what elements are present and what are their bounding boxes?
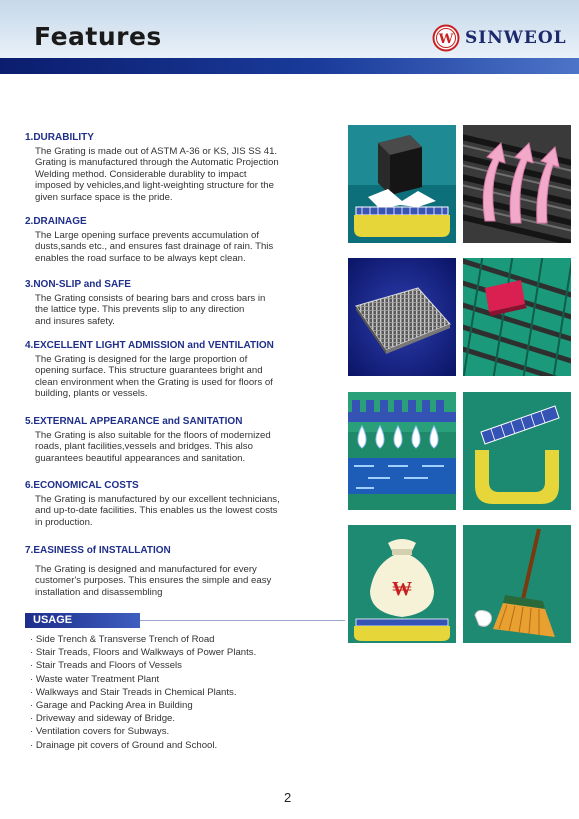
sinweol-logo-icon [432, 24, 460, 52]
usage-item: · Stair Treads, Floors and Walkways of Power Plants. [30, 647, 257, 659]
usage-list [30, 633, 256, 752]
feature-body: The Grating is made out of ASTM A-36 or KS, JIS SS 41. Grating is manufactured through the Automatic Projection Welding method. Considerable durablity to impact imposed by vehicles,and light-weighting structure for the given surface space is the pride. [35, 146, 279, 203]
feature-drainage [25, 216, 345, 264]
brand-name: SINWEOL [465, 28, 567, 48]
feature-title: 4.EXCELLENT LIGHT ADMISSION and VENTILATION [25, 340, 274, 351]
svg-text:₩: ₩ [392, 576, 412, 600]
feature-body: The Grating is manufactured by our excellent technicians, and up-to-date facilities. This enables us the lowest costs in production. [35, 494, 280, 528]
feature-title: 3.NON-SLIP and SAFE [25, 279, 131, 290]
usage-item: · Side Trench & Transverse Trench of Road [30, 634, 215, 645]
usage-item: · Garage and Packing Area in Building [30, 700, 193, 712]
header-bar [0, 58, 579, 74]
drainage-water-illustration [348, 392, 456, 510]
feature-body: The Grating is designed and manufactured for every customer's purposes. This ensures the simple and easy installation and disassembling [35, 564, 272, 598]
feature-body: The Grating is designed for the large proportion of opening surface. This structure guarantees bright and clean environment when the Grating is used for floors of building, plants or vessels. [35, 354, 273, 400]
feature-installation [25, 545, 345, 598]
ventilation-arrows-illustration [463, 125, 571, 243]
feature-title: 5.EXTERNAL APPEARANCE and SANITATION [25, 416, 243, 427]
feature-durability [25, 132, 345, 203]
trench-cover-illustration [463, 392, 571, 510]
grating-panel-illustration [348, 258, 456, 376]
usage-item: · Ventilation covers for Subways. [30, 726, 170, 738]
feature-appearance [25, 416, 345, 464]
feature-non-slip [25, 279, 345, 327]
feature-title: 2.DRAINAGE [25, 216, 87, 227]
usage-item: · Driveway and sideway of Bridge. [30, 713, 176, 725]
feature-title: 6.ECONOMICAL COSTS [25, 480, 139, 491]
feature-body: The Large opening surface prevents accumulation of dusts,sands etc., and ensures fast drainage of rain. This enables the road surface to be always kept clean. [35, 230, 274, 264]
broom-cleaning-illustration [463, 525, 571, 643]
usage-item: · Waste water Treatment Plant [30, 673, 160, 685]
page-number: 2 [284, 790, 292, 805]
usage-heading: USAGE [25, 613, 140, 628]
feature-light-ventilation [25, 340, 345, 400]
brand-logo [432, 24, 567, 52]
page-title: Features [34, 22, 162, 51]
economical-cost-bag-illustration [348, 525, 456, 643]
durability-impact-illustration [348, 125, 456, 243]
divider [140, 620, 345, 621]
feature-title: 1.DURABILITY [25, 132, 94, 143]
usage-item: · Drainage pit covers of Ground and School. [30, 739, 218, 751]
feature-title: 7.EASINESS of INSTALLATION [25, 545, 171, 556]
usage-item: · Walkways and Stair Treads in Chemical Plants. [30, 686, 237, 698]
svg-text:W: W [438, 32, 454, 47]
page-header [0, 0, 579, 58]
feature-costs [25, 480, 345, 528]
non-slip-grating-illustration [463, 258, 571, 376]
feature-body: The Grating is also suitable for the floors of modernized roads, plant facilities,vessels and bridges. This also guarantees beautiful appearances and sanitation. [35, 430, 271, 464]
usage-item: · Stair Treads and Floors of Vessels [30, 660, 182, 672]
feature-body: The Grating consists of bearing bars and cross bars in the lattice type. This prevents slip to any direction and insures safety. [35, 293, 266, 327]
